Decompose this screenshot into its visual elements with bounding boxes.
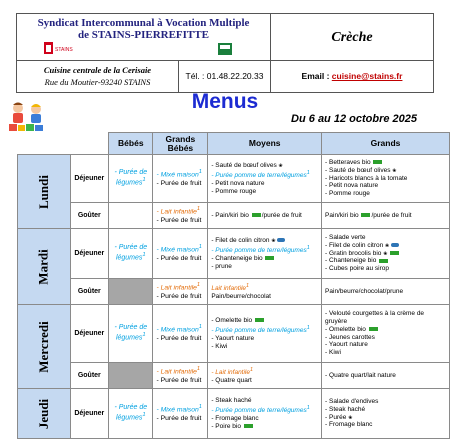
menu-item: - Chanteneige bio xyxy=(211,255,319,263)
grands-bebes-cell xyxy=(153,155,208,203)
grands-bebes-cell xyxy=(153,279,208,305)
column-header-grands: Grands xyxy=(322,133,450,155)
org-name-line1: Syndicat Intercommunal à Vocation Multiple xyxy=(37,17,250,29)
empty-corner xyxy=(70,133,109,155)
menu-item: - Cubes poire au sirop xyxy=(325,265,389,273)
meal-label: Déjeuner xyxy=(70,229,109,279)
grands-cell: Pain/kiri bio /purée de fruit xyxy=(322,203,450,229)
menu-item: - Pomme rouge xyxy=(325,190,370,198)
menu-item: - Purée de fruit xyxy=(156,254,202,262)
menu-table xyxy=(17,132,450,439)
menu-item: - Kiwi xyxy=(325,349,341,357)
table-row xyxy=(18,389,450,439)
menu-item: - Petit nova nature xyxy=(211,179,265,187)
menu-item: - Purée pomme de terre/légumes$^1$ xyxy=(211,244,310,254)
bebes-cell xyxy=(109,203,153,229)
day-cell-lundi xyxy=(18,155,71,229)
bio-icon xyxy=(361,213,370,217)
pierrefitte-logo xyxy=(217,42,233,56)
menu-item: Purée de légumes xyxy=(115,404,148,422)
menu-item: - Lait infantile$^1$ xyxy=(211,366,254,376)
kitchen-cell xyxy=(17,61,179,92)
menu-item: - Mixé maison$^1$ xyxy=(156,168,202,178)
label-icon: ❀ xyxy=(271,237,276,244)
telephone-text: Tél. : 01.48.22.20.33 xyxy=(185,71,264,81)
menu-item: - Purée de fruit xyxy=(156,179,202,187)
kitchen-name: Cuisine centrale de la Cerisaie xyxy=(43,65,152,75)
bio-icon xyxy=(252,213,261,217)
day-cell-mardi xyxy=(18,229,71,305)
organization-cell xyxy=(17,14,271,61)
email-cell xyxy=(271,61,433,92)
moyens-cell xyxy=(208,363,322,389)
day-label: Mardi xyxy=(35,248,51,285)
table-row xyxy=(18,203,450,229)
column-header-grands-bebes: Grands Bébés xyxy=(153,133,208,155)
menu-item: Purée de légumes xyxy=(115,324,148,342)
grands-bebes-cell xyxy=(153,389,208,439)
moyens-cell xyxy=(208,229,322,279)
bio-icon xyxy=(390,251,399,255)
menu-item: - Purée de fruit xyxy=(156,414,202,422)
menu-item: - Purée de fruit xyxy=(156,376,202,384)
table-row xyxy=(18,155,450,203)
menu-item: - Lait infantile$^1$ xyxy=(156,365,201,375)
date-range: Du 6 au 12 octobre 2025 xyxy=(291,113,417,125)
day-label: Jeudi xyxy=(35,398,51,429)
menu-item: - Sauté de bœuf olives ❀ xyxy=(211,161,283,169)
menu-item: - Chanteneige bio xyxy=(325,257,447,265)
moyens-cell: - Pain/kiri bio /purée de fruit xyxy=(208,203,322,229)
meal-label: Déjeuner xyxy=(70,155,109,203)
menu-item: - Purée de fruit xyxy=(156,334,202,342)
menu-item: - Mixé maison$^1$ xyxy=(156,323,202,333)
email-link[interactable]: cuisine@stains.fr xyxy=(331,71,403,81)
grands-bebes-cell xyxy=(153,229,208,279)
menu-item: - Yaourt nature xyxy=(211,334,255,342)
menu-item: - Filet de colin citron ❀ xyxy=(211,237,319,245)
email-label: Email : xyxy=(301,71,332,81)
meal-label: Déjeuner xyxy=(70,389,109,439)
menu-item: - Velouté courgettes à la crème de gruyère xyxy=(325,309,425,325)
kitchen-address: Rue du Moutier-93240 STAINS xyxy=(44,77,151,87)
menu-item: - Fromage blanc xyxy=(211,414,259,422)
menu-item: - Gratin brocolis bio ❀ xyxy=(325,250,447,258)
fish-icon xyxy=(277,238,285,242)
menu-item: - Salade d'endives xyxy=(325,397,379,405)
grands-cell: Pain/beurre/chocolat/prune xyxy=(322,279,450,305)
menu-item: - prune xyxy=(211,262,232,270)
bebes-cell: - Purée de légumes$^1$ xyxy=(109,305,153,363)
bio-icon xyxy=(379,259,388,263)
menu-item: - Purée pomme de terre/légumes$^1$ xyxy=(211,324,310,334)
bio-icon xyxy=(255,318,264,322)
creche-cell xyxy=(271,14,433,61)
menu-item: Lait infantile$^1$ xyxy=(211,282,250,292)
empty-corner xyxy=(18,133,71,155)
menu-item: - Petit nova nature xyxy=(325,182,379,190)
telephone-cell xyxy=(179,61,271,92)
menu-item: - Purée pomme de terre/légumes$^1$ xyxy=(211,169,310,179)
menu-item: - Poire bio xyxy=(211,423,319,431)
grands-cell xyxy=(322,155,450,203)
grands-bebes-cell xyxy=(153,305,208,363)
bebes-cell: - Purée de légumes$^1$ xyxy=(109,155,153,203)
menu-item: Purée de légumes xyxy=(115,169,148,187)
svg-text:STAINS: STAINS xyxy=(55,47,73,53)
email-line xyxy=(271,71,433,81)
bebes-cell-empty xyxy=(109,363,153,389)
menu-item: - Filet de colin citron ❀ xyxy=(325,242,447,250)
menu-item: - Purée de fruit xyxy=(156,216,202,224)
menu-item: - Steak haché xyxy=(325,405,366,413)
menu-item: - Purée ❀ xyxy=(325,413,353,421)
menu-item: - Betteraves bio xyxy=(325,159,447,167)
column-header-moyens: Moyens xyxy=(208,133,322,155)
page-title: Menus xyxy=(191,90,259,113)
menu-item: Pain/beurre/chocolat xyxy=(211,292,271,300)
bebes-cell: - Purée de légumes$^1$ xyxy=(109,389,153,439)
fish-icon xyxy=(391,243,399,247)
menu-item: - Purée pomme de terre/légumes$^1$ xyxy=(211,404,310,414)
grands-cell xyxy=(322,305,450,363)
label-icon: ❀ xyxy=(348,414,353,421)
day-cell-jeudi xyxy=(18,389,71,439)
table-row xyxy=(18,229,450,279)
menu-item: - Yaourt nature xyxy=(325,341,368,349)
menu-item: - Purée de fruit xyxy=(156,292,202,300)
label-icon: ❀ xyxy=(385,242,390,249)
menu-item: Purée de légumes xyxy=(115,244,148,262)
moyens-cell xyxy=(208,389,322,439)
menu-item: - Omelette bio xyxy=(325,326,447,334)
menu-item: - Salade verte xyxy=(325,233,366,241)
moyens-cell xyxy=(208,279,322,305)
menu-item: - Mixé maison$^1$ xyxy=(156,403,202,413)
day-cell-mercredi xyxy=(18,305,71,389)
menu-item: - Omelette bio xyxy=(211,317,319,325)
menu-item: - Lait infantile$^1$ xyxy=(156,281,201,291)
meal-label: Goûter xyxy=(70,363,109,389)
table-header-row xyxy=(18,133,450,155)
grands-bebes-cell xyxy=(153,203,208,229)
menu-item: - Haricots blancs à la tomate xyxy=(325,174,408,182)
grands-cell xyxy=(322,389,450,439)
menu-item: - Jeunes carottes xyxy=(325,333,375,341)
bio-icon xyxy=(265,256,274,260)
meal-label: Goûter xyxy=(70,203,109,229)
menu-item: - Fromage blanc xyxy=(325,421,373,429)
menu-item: - Quatre quart xyxy=(211,376,252,384)
column-header-bebes: Bébés xyxy=(109,133,153,155)
menu-item: - Sauté de bœuf olives ❀ xyxy=(325,166,397,174)
bebes-cell-empty xyxy=(109,279,153,305)
grands-cell xyxy=(322,229,450,279)
menu-item: - Pomme rouge xyxy=(211,187,257,195)
label-icon: ❀ xyxy=(392,167,397,174)
grands-cell: - Quatre quart/lait nature xyxy=(322,363,450,389)
meal-label: Goûter xyxy=(70,279,109,305)
bio-icon xyxy=(369,327,378,331)
creche-label: Crèche xyxy=(331,30,373,45)
menu-item: - Lait infantile$^1$ xyxy=(156,205,201,215)
menu-item: - Kiwi xyxy=(211,342,228,350)
org-name-line2: de STAINS-PIERREFITTE xyxy=(78,29,209,41)
header-block xyxy=(16,13,434,93)
meal-label: Déjeuner xyxy=(70,305,109,363)
table-row xyxy=(18,305,450,363)
bio-icon xyxy=(244,424,253,428)
bebes-cell: - Purée de légumes$^1$ xyxy=(109,229,153,279)
grands-bebes-cell xyxy=(153,363,208,389)
table-row xyxy=(18,279,450,305)
label-icon: ❀ xyxy=(383,250,388,257)
table-row xyxy=(18,363,450,389)
day-label: Mercredi xyxy=(35,320,51,373)
moyens-cell xyxy=(208,155,322,203)
stains-logo xyxy=(43,41,73,55)
label-icon: ❀ xyxy=(278,162,283,169)
menu-item: - Steak haché xyxy=(211,396,252,404)
moyens-cell xyxy=(208,305,322,363)
bio-icon xyxy=(373,160,382,164)
menu-item: - Mixé maison$^1$ xyxy=(156,243,202,253)
day-label: Lundi xyxy=(35,174,51,209)
